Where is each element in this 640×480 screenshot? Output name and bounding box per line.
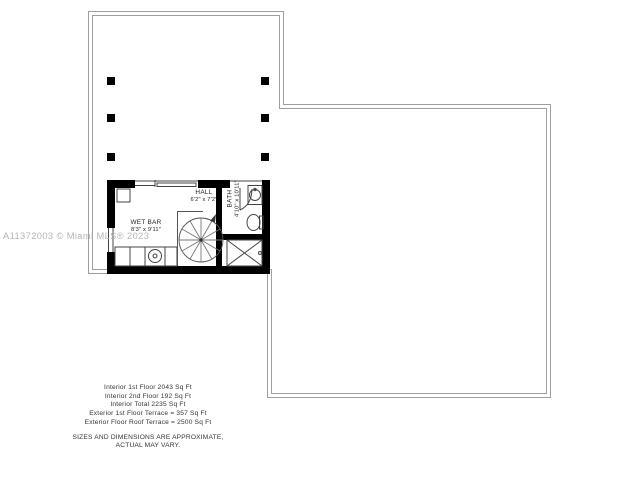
wet-bar-name: WET BAR [130,219,162,226]
wet-bar-cabinet [117,189,130,202]
disclaimer-line: ACTUAL MAY VARY. [115,442,181,450]
bath-name: BATH [226,189,234,208]
bath-toilet [247,215,263,231]
columns [107,77,269,161]
area-summary [28,384,268,451]
roof-terrace-outline [89,12,551,398]
column [107,77,115,85]
disclaimer [28,434,268,451]
wet-bar-dimensions: 8'3" x 9'11" [130,227,161,233]
window-top [135,180,155,187]
hall-dimensions: 6'2" x 7'2" [190,197,218,203]
area-line: Exterior 1st Floor Terrace = 357 Sq Ft [89,410,207,418]
stair-direction-arrow [210,214,216,222]
column [261,77,269,85]
bath-door-arc [240,188,252,210]
mls-watermark: A11372003 © Miami MLS® 2023 [3,231,150,241]
wet-bar-sink [149,250,162,263]
bath-vanity-sink [248,186,262,205]
wet-bar-counter [115,247,177,266]
bath-dimensions: 4'10" x 10'11" [234,180,241,217]
column [261,114,269,122]
column [261,153,269,161]
area-line: Exterior Floor Roof Terrace = 2500 Sq Ft [84,418,212,426]
disclaimer-line: SIZES AND DIMENSIONS ARE APPROXIMATE, [72,433,224,441]
area-line: Interior 1st Floor 2043 Sq Ft [104,384,192,391]
open-shaft-x [227,240,262,266]
hall-name: HALL [195,189,213,196]
column [107,114,115,122]
sliding-door [155,181,198,187]
column [107,153,115,161]
area-line: Interior 2nd Floor 192 Sq Ft [104,392,192,400]
area-line: Interior Total 2235 Sq Ft [110,401,186,409]
